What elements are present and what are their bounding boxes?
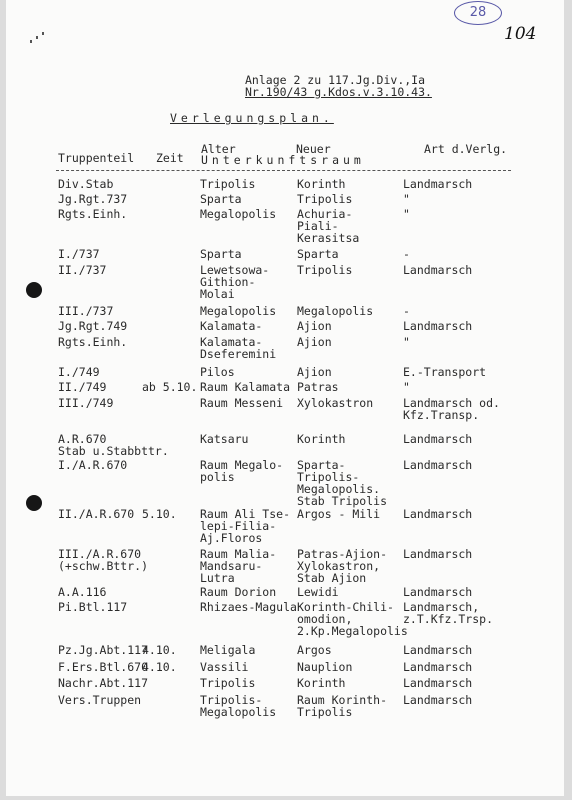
cell-troop: Pz.Jg.Abt.117 — [58, 643, 149, 657]
cell-type: Landmarsch — [403, 585, 473, 599]
cell-type: Landmarsch — [403, 319, 473, 333]
cell-troop: III./749 — [58, 396, 114, 410]
cell-type: Landmarsch, z.T.Kfz.Trsp. — [403, 600, 494, 626]
cell-type: Landmarsch — [403, 693, 473, 707]
cell-troop: II./A.R.670 — [58, 507, 135, 521]
cell-new: Korinth — [297, 177, 346, 191]
cell-troop: Jg.Rgt.749 — [58, 319, 128, 333]
cell-new: Megalopolis — [297, 304, 374, 318]
cell-troop: A.A.116 — [58, 585, 107, 599]
cell-troop: Jg.Rgt.737 — [58, 192, 128, 206]
cell-troop: Vers.Truppen — [58, 693, 142, 707]
cell-new: Korinth — [297, 432, 346, 446]
cell-old: Tripolis — [200, 676, 256, 690]
cell-type: Landmarsch — [403, 177, 473, 191]
col-header-time: Zeit — [156, 151, 184, 165]
cell-troop: Pi.Btl.117 — [58, 600, 128, 614]
header-line-1: Anlage 2 zu 117.Jg.Div.,Ia — [245, 73, 426, 87]
cell-new: Xylokastron — [297, 396, 374, 410]
cell-troop: Div.Stab — [58, 177, 114, 191]
cell-time: 4.10. — [142, 660, 177, 674]
cell-time: 5.10. — [142, 507, 177, 521]
cell-troop: F.Ers.Btl.670 — [58, 660, 149, 674]
cell-type: Landmarsch — [403, 432, 473, 446]
cell-old: Raum Megalo- polis — [200, 458, 284, 484]
header-divider — [56, 170, 511, 171]
cell-old: Megalopolis — [200, 207, 277, 221]
archive-stamp-number: 28 — [454, 1, 502, 25]
cell-type: Landmarsch — [403, 507, 473, 521]
cell-new: Sparta- Tripolis- Megalopolis. Stab Tripolis — [297, 458, 388, 508]
cell-troop: A.R.670 Stab u.Stabbttr. — [58, 432, 169, 458]
punch-hole-bottom — [26, 495, 42, 511]
cell-type: Landmarsch — [403, 547, 473, 561]
cell-new: Achuria- Piali- Kerasitsa — [297, 207, 360, 245]
cell-troop: III./737 — [58, 304, 114, 318]
cell-new: Ajion — [297, 335, 332, 349]
cell-type: Landmarsch — [403, 660, 473, 674]
cell-old: Tripolis- Megalopolis — [200, 693, 277, 719]
cell-type: Landmarsch — [403, 643, 473, 657]
cell-new: Argos — [297, 643, 332, 657]
cell-old: Raum Kalamata — [200, 380, 291, 394]
col-header-old: Alter — [201, 142, 236, 156]
cell-old: Raum Messeni — [200, 396, 284, 410]
cell-new: Nauplion — [297, 660, 353, 674]
cell-old: Pilos — [200, 365, 235, 379]
cell-new: Raum Korinth- Tripolis — [297, 693, 388, 719]
cell-old: Raum Ali Tse- lepi-Filia- Aj.Floros — [200, 507, 291, 545]
cell-troop: Rgts.Einh. — [58, 207, 128, 221]
header-line-2: Nr.190/43 g.Kdos.v.3.10.43. — [245, 85, 432, 99]
cell-time: ab 5.10. — [142, 380, 198, 394]
cell-new: Patras — [297, 380, 339, 394]
cell-old: Tripolis — [200, 177, 256, 191]
cell-new: Lewidi — [297, 585, 339, 599]
cell-old: Katsaru — [200, 432, 249, 446]
page-number: 104 — [504, 24, 537, 44]
cell-old: Lewetsowa- Githion- Molai — [200, 263, 270, 301]
cell-time: 4.10. — [142, 643, 177, 657]
cell-troop: II./737 — [58, 263, 107, 277]
cell-old: Kalamata- — [200, 319, 263, 333]
cell-type: Landmarsch od. Kfz.Transp. — [403, 396, 500, 422]
cell-new: Ajion — [297, 365, 332, 379]
cell-type: - — [403, 304, 410, 318]
cell-new: Tripolis — [297, 263, 353, 277]
cell-troop: I./737 — [58, 247, 100, 261]
cell-type: " — [403, 335, 410, 349]
cell-type: Landmarsch — [403, 676, 473, 690]
cell-troop: Rgts.Einh. — [58, 335, 128, 349]
cell-type: E.-Transport — [403, 365, 487, 379]
punch-hole-top — [26, 282, 42, 298]
cell-type: Landmarsch — [403, 263, 473, 277]
cell-type: " — [403, 192, 410, 206]
cell-new: Ajion — [297, 319, 332, 333]
cell-old: Sparta — [200, 192, 242, 206]
cell-type: " — [403, 380, 410, 394]
cell-new: Sparta — [297, 247, 339, 261]
cell-old: Raum Malia- Mandsaru- Lutra — [200, 547, 277, 585]
col-header-new: Neuer — [296, 142, 331, 156]
cell-new: Korinth-Chili- omodion, 2.Kp.Megalopolis — [297, 600, 408, 638]
cell-new: Tripolis — [297, 192, 353, 206]
cell-troop: III./A.R.670 (+schw.Bttr.) — [58, 547, 149, 573]
col-header-troop: Truppenteil — [58, 151, 135, 165]
cell-new: Korinth — [297, 676, 346, 690]
cell-new: Argos - Mili — [297, 507, 381, 521]
cell-old: Sparta — [200, 247, 242, 261]
cell-old: Megalopolis — [200, 304, 277, 318]
cell-old: Rhizaes-Magula — [200, 600, 297, 614]
cell-troop: II./749 — [58, 380, 107, 394]
col-header-quarters: Unterkunftsraum — [201, 153, 365, 167]
cell-old: Meligala — [200, 643, 256, 657]
cell-troop: Nachr.Abt.117 — [58, 676, 149, 690]
cell-troop: I./749 — [58, 365, 100, 379]
cell-new: Patras-Ajion- Xylokastron, Stab Ajion — [297, 547, 388, 585]
cell-old: Raum Dorion — [200, 585, 277, 599]
cell-old: Kalamata- Dseferemini — [200, 335, 277, 361]
cell-type: " — [403, 207, 410, 221]
cell-old: Vassili — [200, 660, 249, 674]
document-title: Verlegungsplan. — [170, 111, 334, 125]
cell-troop: I./A.R.670 — [58, 458, 128, 472]
cell-type: - — [403, 247, 410, 261]
cell-type: Landmarsch — [403, 458, 473, 472]
col-header-type: Art d.Verlg. — [424, 142, 508, 156]
